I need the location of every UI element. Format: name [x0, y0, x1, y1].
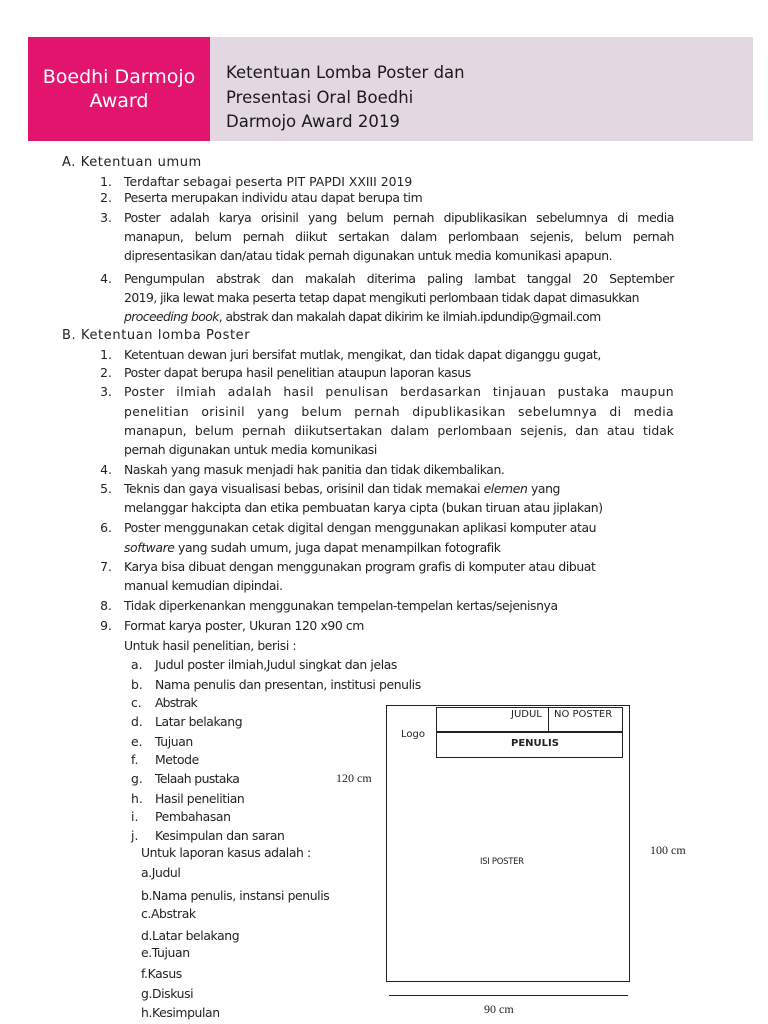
title-line1: Ketentuan Lomba Poster dan [226, 63, 465, 82]
award-name-line2: Award [89, 90, 149, 112]
sub-item-letter: a. [131, 657, 143, 672]
title-line3: Darmojo Award 2019 [226, 112, 400, 131]
title-line2: Presentasi Oral Boedhi [226, 87, 414, 107]
sub-item-letter: g. [131, 771, 143, 786]
sub-item: Hasil penelitian [155, 791, 245, 806]
case-item: c.Abstrak [141, 906, 196, 921]
sub-item-letter: i. [131, 809, 139, 824]
case-item: h.Kesimpulan [141, 1005, 220, 1020]
list-item-line [124, 540, 501, 555]
case-item: g.Diskusi [141, 986, 194, 1001]
list-item: Terdaftar sebagai peserta PIT PAPDI XXIII 2019 [124, 174, 413, 189]
list-item-line: Untuk hasil penelitian, berisi : [124, 638, 297, 653]
list-item-line: manapun, belum pernah diikutsertakan dalam perlombaan sejenis, dan atau tidak [124, 423, 674, 438]
award-name-line1: Boedhi Darmojo [42, 66, 196, 88]
side-dimension-label: 100 cm [650, 843, 686, 857]
item-number: 3. [100, 210, 112, 225]
proceeding-book-text: proceeding book [124, 309, 219, 324]
item-text: yang [527, 481, 560, 496]
sub-item: Judul poster ilmiah,Judul singkat dan jelas [155, 657, 397, 672]
judul-label: JUDUL [511, 709, 542, 720]
sub-item-letter: c. [131, 695, 142, 710]
item-number: 8. [100, 598, 112, 613]
case-item: d.Latar belakang [141, 928, 240, 943]
list-item: Poster menggunakan cetak digital dengan menggunakan aplikasi komputer atau [124, 520, 597, 535]
sub-item: Metode [155, 752, 199, 767]
list-item: Pengumpulan abstrak dan makalah diterima paling lambat tanggal 20 September [124, 271, 674, 286]
list-item: Peserta merupakan individu atau dapat berupa tim [124, 190, 423, 205]
case-item: a.Judul [141, 865, 181, 880]
list-item: Poster dapat berupa hasil penelitian ataupun laporan kasus [124, 365, 471, 380]
height-dimension-label: 120 cm [336, 771, 372, 785]
sub-item: Telaah pustaka [155, 771, 240, 786]
list-item-line: dipresentasikan dan/atau tidak pernah digunakan untuk media komunikasi apapun. [124, 248, 613, 263]
software-text: software [124, 540, 175, 555]
case-report-heading: Untuk laporan kasus adalah : [141, 845, 311, 860]
list-item-line: 2019, jika lewat maka peserta tetap dapat mengikuti perlombaan tidak dapat dimasukkan [124, 290, 639, 305]
list-item: Poster ilmiah adalah hasil penulisan berdasarkan tinjauan pustaka maupun [124, 384, 674, 399]
section-b-heading: B. Ketentuan lomba Poster [62, 328, 251, 343]
item-text: Teknis dan gaya visualisasi bebas, orisinil dan tidak memakai [124, 481, 484, 496]
list-item: Format karya poster, Ukuran 120 x90 cm [124, 618, 364, 633]
case-item: b.Nama penulis, instansi penulis [141, 888, 330, 903]
list-item: Naskah yang masuk menjadi hak panitia dan tidak dikembalikan. [124, 462, 505, 477]
isi-poster-label: ISI POSTER [480, 857, 524, 867]
list-item-line: manapun, belum pernah diikut sertakan dalam perlombaan sejenis, belum pernah [124, 229, 674, 244]
sub-item: Latar belakang [155, 714, 243, 729]
sub-item-letter: b. [131, 677, 143, 692]
item-number: 2. [100, 365, 112, 380]
list-item: Karya bisa dibuat dengan menggunakan program grafis di komputer atau dibuat [124, 559, 596, 574]
section-a-heading: A. Ketentuan umum [62, 155, 202, 170]
sub-item-letter: h. [131, 791, 143, 806]
list-item-line: melanggar hakcipta dan etika pembuatan karya cipta (bukan tiruan atau jiplakan) [124, 500, 603, 515]
item-text: yang sudah umum, juga dapat menampilkan fotografik [174, 540, 501, 555]
sub-item: Kesimpulan dan saran [155, 828, 285, 843]
item-number: 1. [100, 174, 112, 189]
item-italic-text: elemen [483, 481, 528, 496]
item-number: 2. [100, 190, 112, 205]
list-item: Poster adalah karya orisinil yang belum pernah dipublikasikan sebelumnya di media [124, 210, 674, 225]
sub-item: Nama penulis dan presentan, institusi penulis [155, 677, 421, 692]
penulis-label: PENULIS [511, 738, 559, 749]
sub-item: Pembahasan [155, 809, 231, 824]
list-item-line: pernah digunakan untuk media komunikasi [124, 442, 377, 457]
width-dimension-line [389, 995, 628, 996]
award-banner [28, 37, 210, 141]
item-number: 7. [100, 559, 112, 574]
case-item: f.Kasus [141, 966, 182, 981]
email-text: , abstrak dan makalah dapat dikirim ke ilmiah.ipdundip@gmail.com [218, 309, 601, 324]
item-number: 1. [100, 347, 112, 362]
title-banner [210, 37, 753, 141]
list-item-line: manual kemudian dipindai. [124, 578, 283, 593]
sub-item-letter: e. [131, 734, 143, 749]
sub-item: Tujuan [155, 734, 193, 749]
list-item-line [124, 309, 601, 324]
no-poster-label: NO POSTER [554, 709, 613, 720]
logo-label: Logo [401, 729, 425, 740]
item-number: 9. [100, 618, 112, 633]
case-item: e.Tujuan [141, 945, 190, 960]
list-item: Tidak diperkenankan menggunakan tempelan-tempelan kertas/sejenisnya [124, 598, 558, 613]
sub-item-letter: d. [131, 714, 143, 729]
sub-item-letter: j. [131, 828, 139, 843]
item-number: 4. [100, 271, 112, 286]
page-title [226, 61, 526, 135]
item-number: 4. [100, 462, 112, 477]
list-item: Ketentuan dewan juri bersifat mutlak, mengikat, dan tidak dapat diganggu gugat, [124, 347, 601, 362]
list-item-line: penelitian orisinil yang belum pernah dipublikasikan sebelumnya di media [124, 404, 674, 419]
sub-item: Abstrak [155, 695, 197, 710]
width-dimension-label: 90 cm [484, 1002, 514, 1016]
list-item [124, 481, 560, 496]
item-number: 5. [100, 481, 112, 496]
item-number: 3. [100, 384, 112, 399]
item-number: 6. [100, 520, 112, 535]
sub-item-letter: f. [131, 752, 139, 767]
